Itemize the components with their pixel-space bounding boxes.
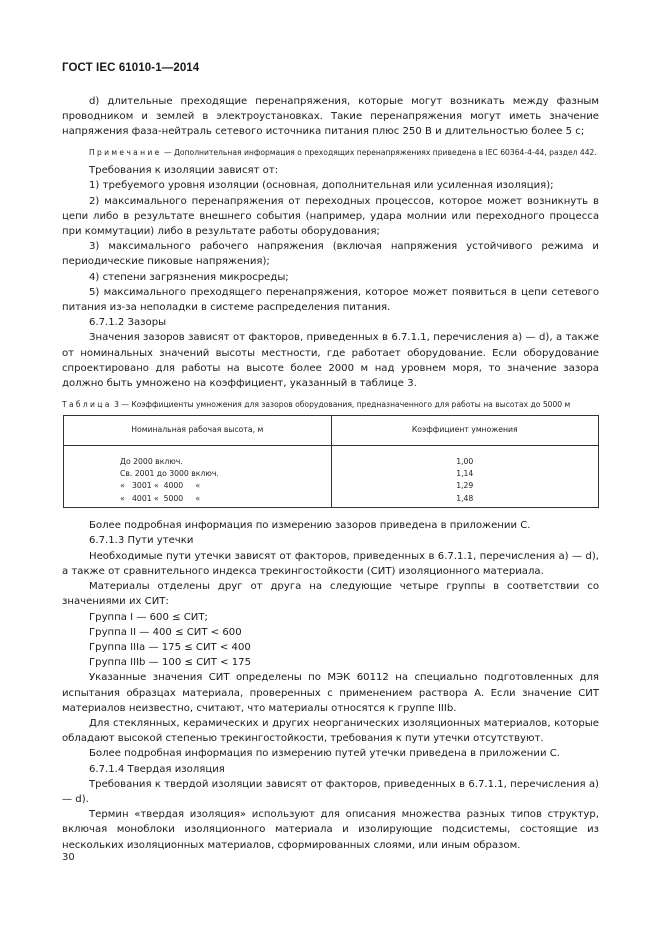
altitude-cell: Св. 2001 до 3000 включ. (64, 468, 332, 480)
altitude-cell: « 4001 « 5000 « (64, 493, 332, 508)
material-group-item: Группа IIIb — 100 ≤ СИТ < 175 (89, 657, 252, 669)
altitude-cell: До 2000 включ. (64, 456, 332, 468)
material-group-item: Группа I — 600 ≤ СИТ; (89, 611, 208, 623)
factor-cell: 1,29 (331, 480, 599, 492)
glass-ceramic-note: Для стеклянных, керамических и других неорганических изоляционных материалов, которые обладают высокой степенью трекингостойкости, требования к пути утечки отсутствуют. (62, 717, 599, 745)
table-header-row (64, 415, 599, 445)
material-group-item: Группа IIIa — 175 ≤ СИТ < 400 (89, 641, 251, 653)
table-gap-cell (64, 445, 332, 456)
solid-insulation-heading: 6.7.1.4 Твердая изоляция (89, 763, 225, 775)
clearances-text: Значения зазоров зависят от факторов, приведенных в 6.7.1.1, перечисления a) — d), а также от номинальных значений высоты местности, где работает оборудование. Если оборудование спроектировано для работы на высоте более 2000 м над уровнем моря, то значение зазора должно быть умножено на коэффициент, указанный в таблице 3. (62, 332, 599, 389)
table-gap-cell (331, 445, 599, 456)
coefficients-table (63, 415, 599, 509)
insulation-item-2: 2) максимального перенапряжения от переходных процессов, которое может возникнуть в цепи либо в результате внешнего события (например, удара молнии или переходного процесса при коммутации) либо в результате работы оборудования; (62, 195, 599, 237)
insulation-lead: Требования к изоляции зависят от: (89, 165, 279, 177)
table-row (64, 456, 599, 468)
note-paragraph (62, 147, 599, 159)
creepage-heading: 6.7.1.3 Пути утечки (89, 535, 194, 547)
factor-cell: 1,48 (331, 493, 599, 508)
d-item-paragraph: d) длительные преходящие перенапряжения, которые могут возникать между фазным проводником и землей в электроустановках. Такие перенапряжения могут иметь значение напряжения фаза-нейтраль сетевого источника питания плюс 250 В и длительностью более 5 с; (62, 96, 599, 138)
table-caption (62, 399, 599, 411)
note-label: Примечание (89, 147, 162, 157)
table-caption-text: 3 — Коэффициенты умножения для зазоров оборудования, предназначенного для работы на высотах до 5000 м (111, 400, 571, 410)
solid-insulation-requirements: Требования к твердой изоляции зависят от факторов, приведенных в 6.7.1.1, перечисления a) — d). (62, 778, 599, 805)
table-row (64, 468, 599, 480)
material-group-item: Группа II — 400 ≤ СИТ < 600 (89, 626, 242, 638)
clearances-heading: 6.7.1.2 Зазоры (89, 317, 167, 329)
creepage-text: Необходимые пути утечки зависят от факторов, приведенных в 6.7.1.1, перечисления a) — d), а также от сравнительного индекса трекингостойкости (СИТ) изоляционного материала. (62, 550, 599, 577)
more-creepage-info: Более подробная информация по измерению путей утечки приведена в приложении С. (89, 748, 560, 760)
insulation-item-3: 3) максимального рабочего напряжения (включая напряжения устойчивого режима и периодические пиковые напряжения); (62, 241, 599, 268)
factor-column-header: Коэффициент умножения (331, 415, 599, 445)
table-label: Таблица (62, 400, 112, 410)
solid-insulation-term: Термин «твердая изоляция» используют для описания множества разных типов структур, включая моноблоки изоляционного материала и изолирующие подсистемы, состоящие из нескольких изоляционных материалов, сформированных слоями, или иным образом. (62, 809, 599, 851)
altitude-column-header: Номинальная рабочая высота, м (64, 415, 332, 445)
more-clearance-info: Более подробная информация по измерению зазоров приведена в приложении С. (89, 520, 531, 532)
insulation-item-4: 4) степени загрязнения микросреды; (89, 271, 289, 283)
document-header: ГОСТ IEC 61010-1—2014 (62, 62, 200, 74)
table-row (64, 480, 599, 492)
table-row (64, 493, 599, 508)
altitude-cell: « 3001 « 4000 « (64, 480, 332, 492)
factor-cell: 1,00 (331, 456, 599, 468)
table-gap-row (64, 445, 599, 456)
factor-cell: 1,14 (331, 468, 599, 480)
page-content (62, 94, 599, 853)
insulation-item-1: 1) требуемого уровня изоляции (основная, дополнительная или усиленная изоляция); (89, 180, 554, 192)
note-text: — Дополнительная информация о преходящих перенапряжениях приведена в IEC 60364-4-44, раздел 442. (161, 147, 597, 157)
cti-note: Указанные значения СИТ определены по МЭК 60112 на специально подготовленных для испытания образцах материала, проверенных с применением раствора А. Если значение СИТ материалов неизвестно, считают, что материалы относятся к группе IIIb. (62, 672, 599, 714)
page-number: 30 (62, 852, 75, 863)
creepage-groups-lead: Материалы отделены друг от друга на следующие четыре группы в соответствии со значениями их СИТ: (62, 581, 599, 608)
insulation-item-5: 5) максимального преходящего перенапряжения, которое может появиться в цепи сетевого питания из-за неполадки в системе распределения питания. (62, 286, 599, 313)
